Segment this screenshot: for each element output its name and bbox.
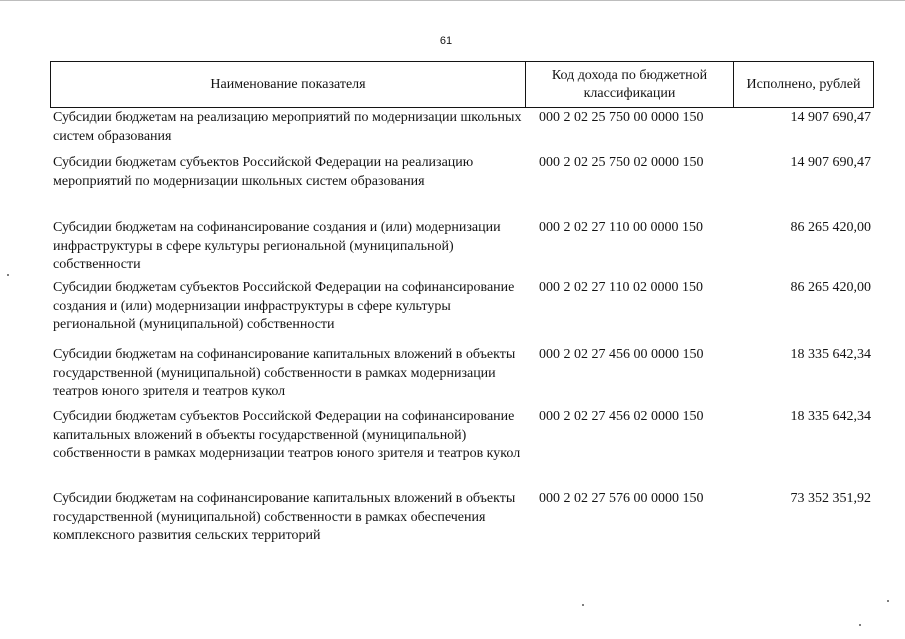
scan-speck [7,274,9,276]
row-amount: 73 352 351,92 [790,491,871,506]
scan-speck [887,600,889,602]
row-code: 000 2 02 27 576 00 0000 150 [539,491,704,506]
row-code: 000 2 02 25 750 00 0000 150 [539,110,704,125]
scan-speck [582,604,584,606]
header-amount-column: Исполнено, рублей [746,76,861,92]
header-name-column: Наименование показателя [51,62,526,107]
header-code-column: Код дохода по бюджетной классификации [526,62,734,107]
row-code: 000 2 02 27 456 02 0000 150 [539,409,704,424]
row-name: Субсидии бюджетам на софинансирование создания и (или) модернизации инфраструктуры в сфере культуры региональной (муниципальной) собственности [53,220,501,272]
page-top-edge [0,0,905,1]
row-code: 000 2 02 27 110 00 0000 150 [539,220,703,235]
row-name: Субсидии бюджетам субъектов Российской Федерации на софинансирование капитальных вложений в объекты государственной (муниципальной) собственности в рамках модернизации театров юного зрителя и театров кукол [53,409,521,461]
row-code: 000 2 02 27 110 02 0000 150 [539,280,703,295]
row-name: Субсидии бюджетам на софинансирование капитальных вложений в объекты государственной (муниципальной) собственности в рамках обеспечения комплексного развития сельских территорий [53,491,516,543]
row-name: Субсидии бюджетам на софинансирование капитальных вложений в объекты государственной (муниципальной) собственности в рамках модернизации театров юного зрителя и театров кукол [53,347,516,399]
row-code: 000 2 02 25 750 02 0000 150 [539,155,704,170]
page-number: 61 [439,35,453,47]
row-amount: 86 265 420,00 [790,220,871,235]
scan-speck [859,624,861,626]
row-amount: 14 907 690,47 [790,155,871,170]
row-amount: 86 265 420,00 [790,280,871,295]
row-name: Субсидии бюджетам субъектов Российской Федерации на реализацию мероприятий по модернизации школьных систем образования [53,155,474,189]
row-amount: 14 907 690,47 [790,110,871,125]
row-code: 000 2 02 27 456 00 0000 150 [539,347,704,362]
row-amount: 18 335 642,34 [790,347,871,362]
row-name: Субсидии бюджетам на реализацию мероприятий по модернизации школьных систем образования [53,110,522,144]
table-header [50,61,874,108]
row-amount: 18 335 642,34 [790,409,871,424]
row-name: Субсидии бюджетам субъектов Российской Федерации на софинансирование создания и (или) модернизации инфраструктуры в сфере культуры региональной (муниципальной) собственности [53,280,515,332]
